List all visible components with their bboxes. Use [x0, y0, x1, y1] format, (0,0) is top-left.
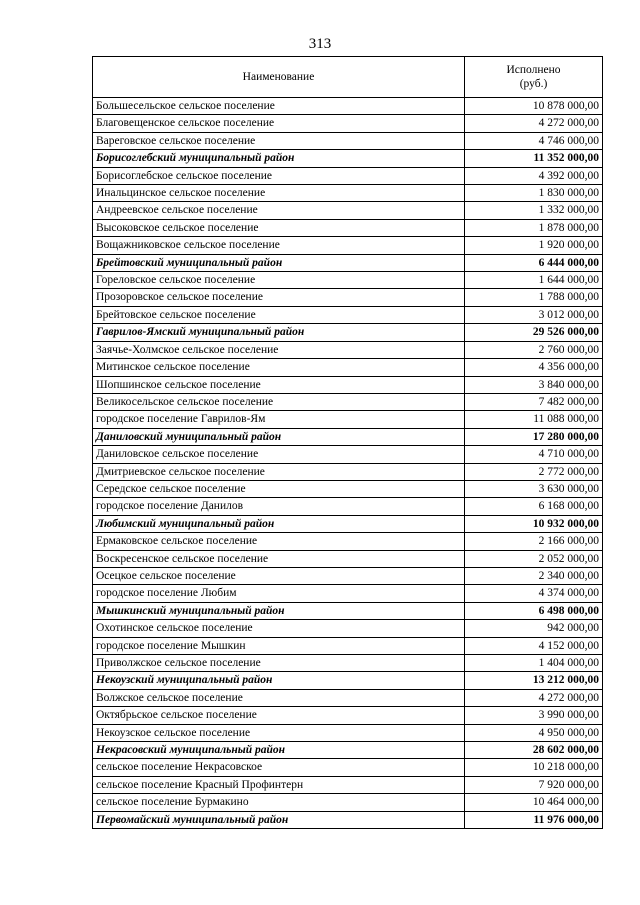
table-row: [93, 724, 603, 741]
row-name: Дмитриевское сельское поселение: [93, 463, 465, 480]
row-amount: 1 404 000,00: [465, 655, 603, 672]
table-row: [93, 376, 603, 393]
row-amount: 1 920 000,00: [465, 237, 603, 254]
row-name: Охотинское сельское поселение: [93, 620, 465, 637]
row-name: сельское поселение Бурмакино: [93, 794, 465, 811]
row-name: Середское сельское поселение: [93, 480, 465, 497]
row-name: Брейтовское сельское поселение: [93, 306, 465, 323]
row-amount: 3 012 000,00: [465, 306, 603, 323]
district-row: [93, 324, 603, 341]
table-row: [93, 776, 603, 793]
district-row: [93, 811, 603, 828]
row-amount: 11 088 000,00: [465, 411, 603, 428]
district-row: [93, 742, 603, 759]
table-row: [93, 585, 603, 602]
table-row: [93, 567, 603, 584]
table-row: [93, 393, 603, 410]
row-amount: 4 746 000,00: [465, 132, 603, 149]
row-amount: 6 168 000,00: [465, 498, 603, 515]
budget-table: [92, 56, 603, 829]
row-amount: 13 212 000,00: [465, 672, 603, 689]
row-name: Любимский муниципальный район: [93, 515, 465, 532]
row-amount: 4 272 000,00: [465, 689, 603, 706]
row-amount: 4 710 000,00: [465, 446, 603, 463]
table-row: [93, 306, 603, 323]
row-amount: 10 878 000,00: [465, 98, 603, 115]
row-amount: 1 332 000,00: [465, 202, 603, 219]
table-row: [93, 185, 603, 202]
row-name: Вареговское сельское поселение: [93, 132, 465, 149]
table-row: [93, 167, 603, 184]
row-name: Прозоровское сельское поселение: [93, 289, 465, 306]
table-row: [93, 237, 603, 254]
row-name: Андреевское сельское поселение: [93, 202, 465, 219]
table-row: [93, 446, 603, 463]
table-row: [93, 533, 603, 550]
row-amount: 10 218 000,00: [465, 759, 603, 776]
table-row: [93, 219, 603, 236]
row-name: Большесельское сельское поселение: [93, 98, 465, 115]
table-row: [93, 411, 603, 428]
row-name: Волжское сельское поселение: [93, 689, 465, 706]
row-name: Инальцинское сельское поселение: [93, 185, 465, 202]
row-amount: 4 356 000,00: [465, 359, 603, 376]
row-amount: 7 482 000,00: [465, 393, 603, 410]
table-row: [93, 463, 603, 480]
table-row: [93, 550, 603, 567]
row-name: Вощажниковское сельское поселение: [93, 237, 465, 254]
row-name: Даниловский муниципальный район: [93, 428, 465, 445]
row-name: Гаврилов-Ямский муниципальный район: [93, 324, 465, 341]
table-row: [93, 98, 603, 115]
table-row: [93, 707, 603, 724]
table-row: [93, 132, 603, 149]
row-amount: 28 602 000,00: [465, 742, 603, 759]
row-name: Октябрьское сельское поселение: [93, 707, 465, 724]
row-name: Некоузское сельское поселение: [93, 724, 465, 741]
row-amount: 2 166 000,00: [465, 533, 603, 550]
amount-header-line2: (руб.): [519, 78, 548, 90]
row-amount: 3 630 000,00: [465, 480, 603, 497]
row-amount: 2 760 000,00: [465, 341, 603, 358]
row-amount: 1 644 000,00: [465, 272, 603, 289]
row-amount: 1 878 000,00: [465, 219, 603, 236]
table-row: [93, 637, 603, 654]
table-body: [93, 98, 603, 829]
district-row: [93, 672, 603, 689]
row-name: сельское поселение Некрасовское: [93, 759, 465, 776]
row-amount: 17 280 000,00: [465, 428, 603, 445]
row-amount: 7 920 000,00: [465, 776, 603, 793]
row-name: Ермаковское сельское поселение: [93, 533, 465, 550]
district-row: [93, 254, 603, 271]
row-name: Гореловское сельское поселение: [93, 272, 465, 289]
row-name: городское поселение Любим: [93, 585, 465, 602]
row-name: Мышкинский муниципальный район: [93, 602, 465, 619]
row-amount: 1 788 000,00: [465, 289, 603, 306]
table-row: [93, 202, 603, 219]
row-name: Благовещенское сельское поселение: [93, 115, 465, 132]
row-amount: 6 498 000,00: [465, 602, 603, 619]
table-row: [93, 341, 603, 358]
table-header-row: [93, 57, 603, 98]
row-amount: 2 340 000,00: [465, 567, 603, 584]
row-name: городское поселение Гаврилов-Ям: [93, 411, 465, 428]
row-name: Приволжское сельское поселение: [93, 655, 465, 672]
name-column-header: Наименование: [93, 57, 465, 98]
district-row: [93, 150, 603, 167]
table-row: [93, 272, 603, 289]
table-row: [93, 655, 603, 672]
row-amount: 2 772 000,00: [465, 463, 603, 480]
row-name: городское поселение Мышкин: [93, 637, 465, 654]
table-row: [93, 794, 603, 811]
row-amount: 3 840 000,00: [465, 376, 603, 393]
table-row: [93, 289, 603, 306]
row-amount: 6 444 000,00: [465, 254, 603, 271]
row-amount: 2 052 000,00: [465, 550, 603, 567]
row-name: Митинское сельское поселение: [93, 359, 465, 376]
row-name: Некрасовский муниципальный район: [93, 742, 465, 759]
row-name: Некоузский муниципальный район: [93, 672, 465, 689]
row-name: Высоковское сельское поселение: [93, 219, 465, 236]
row-name: Шопшинское сельское поселение: [93, 376, 465, 393]
table-row: [93, 359, 603, 376]
row-amount: 11 352 000,00: [465, 150, 603, 167]
table-row: [93, 620, 603, 637]
district-row: [93, 428, 603, 445]
row-amount: 4 272 000,00: [465, 115, 603, 132]
row-name: сельское поселение Красный Профинтерн: [93, 776, 465, 793]
row-name: Первомайский муниципальный район: [93, 811, 465, 828]
row-amount: 3 990 000,00: [465, 707, 603, 724]
row-name: Заячье-Холмское сельское поселение: [93, 341, 465, 358]
row-name: городское поселение Данилов: [93, 498, 465, 515]
table-row: [93, 498, 603, 515]
amount-header-line1: Исполнено: [506, 64, 561, 76]
row-name: Борисоглебский муниципальный район: [93, 150, 465, 167]
row-name: Воскресенское сельское поселение: [93, 550, 465, 567]
table-row: [93, 689, 603, 706]
row-name: Великосельское сельское поселение: [93, 393, 465, 410]
district-row: [93, 515, 603, 532]
row-amount: 1 830 000,00: [465, 185, 603, 202]
row-amount: 942 000,00: [465, 620, 603, 637]
district-row: [93, 602, 603, 619]
row-amount: 4 950 000,00: [465, 724, 603, 741]
row-amount: 11 976 000,00: [465, 811, 603, 828]
row-name: Осецкое сельское поселение: [93, 567, 465, 584]
amount-column-header: [465, 57, 603, 98]
row-amount: 29 526 000,00: [465, 324, 603, 341]
row-name: Даниловское сельское поселение: [93, 446, 465, 463]
table-row: [93, 480, 603, 497]
row-amount: 4 152 000,00: [465, 637, 603, 654]
row-amount: 10 464 000,00: [465, 794, 603, 811]
row-name: Брейтовский муниципальный район: [93, 254, 465, 271]
page-number: 313: [308, 36, 332, 52]
table-row: [93, 759, 603, 776]
row-amount: 4 374 000,00: [465, 585, 603, 602]
row-name: Борисоглебское сельское поселение: [93, 167, 465, 184]
table-row: [93, 115, 603, 132]
row-amount: 10 932 000,00: [465, 515, 603, 532]
row-amount: 4 392 000,00: [465, 167, 603, 184]
